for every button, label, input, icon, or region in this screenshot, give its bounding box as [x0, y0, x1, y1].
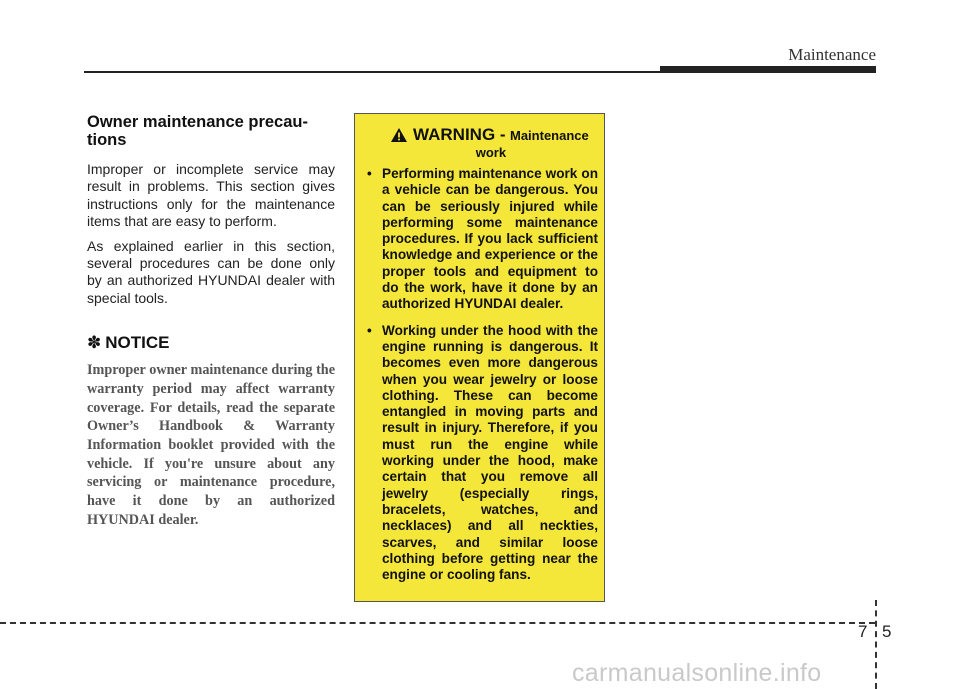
- warning-box: [354, 113, 605, 602]
- warning-item: [366, 323, 598, 584]
- warning-list: [366, 166, 598, 593]
- warning-item-text: Performing maintenance work on a vehicle can be dangerous. You can be seriously injured while performing some maintenance procedures. If you lack sufficient knowledge and experience or the proper tools and equipment to do the work, have it done by an authorized HYUNDAI dealer.: [382, 166, 598, 312]
- notice-label: NOTICE: [105, 333, 170, 353]
- section-heading: Owner maintenance precau-tions: [87, 113, 308, 149]
- warning-item-text: Working under the hood with the engine running is dangerous. It becomes even more dangerous when you wear jewelry or loose clothing. These can become entangled in moving parts and result in injury. Therefore, if you must run the engine while working under the hood, make certain that you remove all jewelry (especially rings, bracelets, watches, and necklaces) and all neckties, scarves, and similar loose clothing before getting near the engine or cooling fans.: [382, 322, 598, 583]
- watermark-text: carmanualsonline.info: [572, 659, 822, 687]
- footer-dashed-divider: [875, 600, 877, 689]
- warning-title-text: [413, 126, 589, 161]
- footer-dashed-rule: [0, 622, 875, 624]
- warning-subject-2: work: [475, 145, 507, 160]
- dealer-paragraph: As explained earlier in this section, several procedures can be done only by an authorized HYUNDAI dealer with special tools.: [87, 237, 335, 306]
- warning-item: [366, 166, 598, 313]
- intro-paragraph: Improper or incomplete service may result in problems. This section gives instructions only for the maintenance items that are easy to perform.: [87, 161, 335, 230]
- bullet-icon: •: [367, 322, 372, 338]
- warning-title: [391, 126, 601, 161]
- notice-heading: [87, 333, 335, 353]
- header-rule-thick: [660, 66, 876, 73]
- warning-label: WARNING -: [413, 125, 506, 144]
- page-number: 5: [882, 622, 892, 641]
- warning-subject: Maintenance: [510, 128, 589, 143]
- header-title: Maintenance: [788, 45, 876, 64]
- notice-star-icon: ✽: [87, 333, 102, 353]
- notice-body: Improper owner maintenance during the warranty period may affect warranty coverage. For details, read the separate Owner’s Handbook & Warranty Information booklet provided with the vehicle. If you're unsure about any servicing or maintenance procedure, have it done by an authorized HYUNDAI dealer.: [87, 362, 335, 528]
- header-rule-thin: [84, 71, 660, 73]
- page-chapter-number: 7: [858, 622, 868, 641]
- bullet-icon: •: [367, 166, 372, 181]
- warning-triangle-icon: [391, 128, 407, 142]
- left-column: [87, 113, 335, 530]
